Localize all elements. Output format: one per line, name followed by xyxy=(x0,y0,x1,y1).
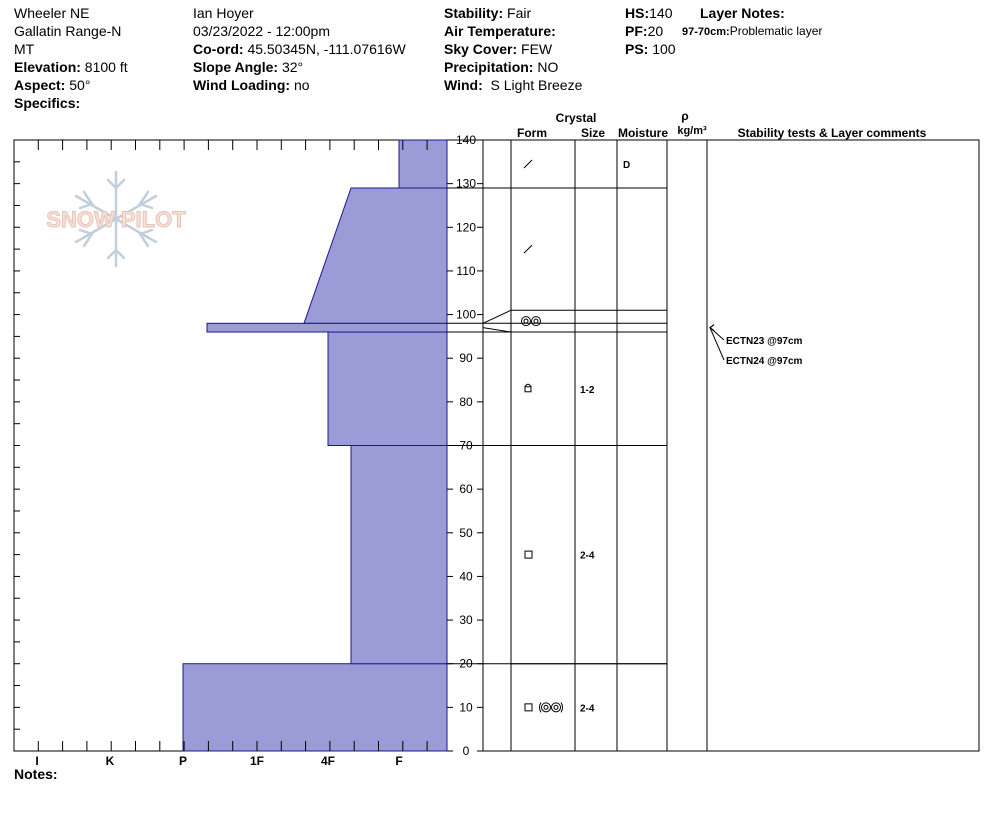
rounding-facet-icon xyxy=(525,387,531,392)
melt-form-icon xyxy=(532,317,541,326)
hardness-layer xyxy=(328,332,447,445)
hardness-scale-labels xyxy=(35,754,402,768)
hardness-layer xyxy=(207,323,447,332)
melt-form-icon xyxy=(534,319,538,323)
layer-notes-label: Layer Notes: xyxy=(700,5,785,21)
layer-size: 1-2 xyxy=(580,384,595,396)
melt-form-icon xyxy=(524,319,528,323)
melt-form-icon xyxy=(522,317,531,326)
datetime: 03/23/2022 - 12:00pm xyxy=(193,23,330,39)
hardness-label: K xyxy=(105,754,115,768)
hardness-label: F xyxy=(395,754,403,768)
height-label: 20 xyxy=(459,656,473,671)
col-size: Size xyxy=(580,126,606,140)
aspect: Aspect: 50° xyxy=(14,77,91,93)
col-form: Form xyxy=(517,126,547,140)
stability-test-label: ECTN24 @97cm xyxy=(726,356,803,367)
layer-note: 97-70cm:Problematic layer xyxy=(682,24,823,38)
wind: Wind: S Light Breeze xyxy=(444,77,583,93)
height-label: 40 xyxy=(459,569,473,584)
bracket-icon xyxy=(540,702,542,712)
height-label: 80 xyxy=(459,394,473,409)
layer-symbols xyxy=(522,160,631,714)
precip-particle-icon xyxy=(524,160,532,168)
col-crystal: Crystal xyxy=(555,111,597,125)
coordinates: Co-ord: 45.50345N, -111.07616W xyxy=(193,41,406,57)
specifics: Specifics: xyxy=(14,95,81,111)
precipitation: Precipitation: NO xyxy=(444,59,559,75)
stability-tests xyxy=(710,325,803,367)
height-label: 120 xyxy=(455,220,477,235)
hardness-profile xyxy=(183,140,447,751)
wind-loading: Wind Loading: no xyxy=(193,77,310,93)
col-density-unit: kg/m³ xyxy=(677,125,707,137)
observer: Ian Hoyer xyxy=(193,5,254,21)
air-temperature: Air Temperature: xyxy=(444,23,556,39)
stability: Stability: Fair xyxy=(444,5,532,21)
height-label: 70 xyxy=(459,438,473,453)
melt-form-icon xyxy=(552,703,561,712)
melt-form-icon xyxy=(544,705,548,709)
col-moisture: Moisture xyxy=(617,126,669,140)
height-label: 10 xyxy=(459,700,473,715)
location: Wheeler NE xyxy=(14,5,90,21)
stability-test-label: ECTN23 @97cm xyxy=(726,336,803,347)
hardness-label: P xyxy=(178,754,188,768)
notes-label: Notes: xyxy=(14,766,58,782)
height-label: 90 xyxy=(459,351,473,366)
melt-form-icon xyxy=(542,703,551,712)
layer-moisture: D xyxy=(623,160,631,172)
bracket-icon xyxy=(561,702,563,712)
height-label: 30 xyxy=(459,613,473,628)
height-label: 140 xyxy=(455,133,477,147)
layer-connector xyxy=(483,310,511,323)
layer-connector xyxy=(483,328,511,332)
precip-particle-icon xyxy=(524,245,532,253)
layer-size: 2-4 xyxy=(580,550,595,562)
facet-icon xyxy=(525,704,532,711)
facet-icon xyxy=(525,551,532,558)
stability-test-leader xyxy=(710,328,724,360)
sky-cover: Sky Cover: FEW xyxy=(444,41,553,57)
height-label: 130 xyxy=(455,176,477,191)
col-stability: Stability tests & Layer comments xyxy=(737,126,927,140)
state: MT xyxy=(14,41,35,57)
pf: PF:20 xyxy=(625,23,664,39)
height-label: 100 xyxy=(455,307,477,322)
height-label: 60 xyxy=(459,482,473,497)
hs: HS:140 xyxy=(625,5,673,21)
slope-angle: Slope Angle: 32° xyxy=(193,59,304,75)
snowpilot-logo xyxy=(46,172,186,266)
hardness-label: 4F xyxy=(320,754,336,768)
height-label: 50 xyxy=(459,525,473,540)
hardness-layer xyxy=(183,664,447,751)
col-rho: ρ xyxy=(681,109,689,123)
elevation: Elevation: 8100 ft xyxy=(14,59,128,75)
logo-text: SNOW PILOT xyxy=(46,207,186,232)
height-label: 0 xyxy=(462,744,470,758)
hardness-label: I xyxy=(35,754,39,768)
hardness-layer xyxy=(351,446,447,664)
layer-size: 2-4 xyxy=(580,703,595,715)
melt-form-icon xyxy=(554,705,558,709)
range: Gallatin Range-N xyxy=(14,23,122,39)
ps: PS: 100 xyxy=(625,41,676,57)
hardness-layer xyxy=(399,140,447,188)
hardness-layer xyxy=(304,188,447,323)
height-label: 110 xyxy=(456,263,476,278)
hardness-label: 1F xyxy=(249,754,265,768)
